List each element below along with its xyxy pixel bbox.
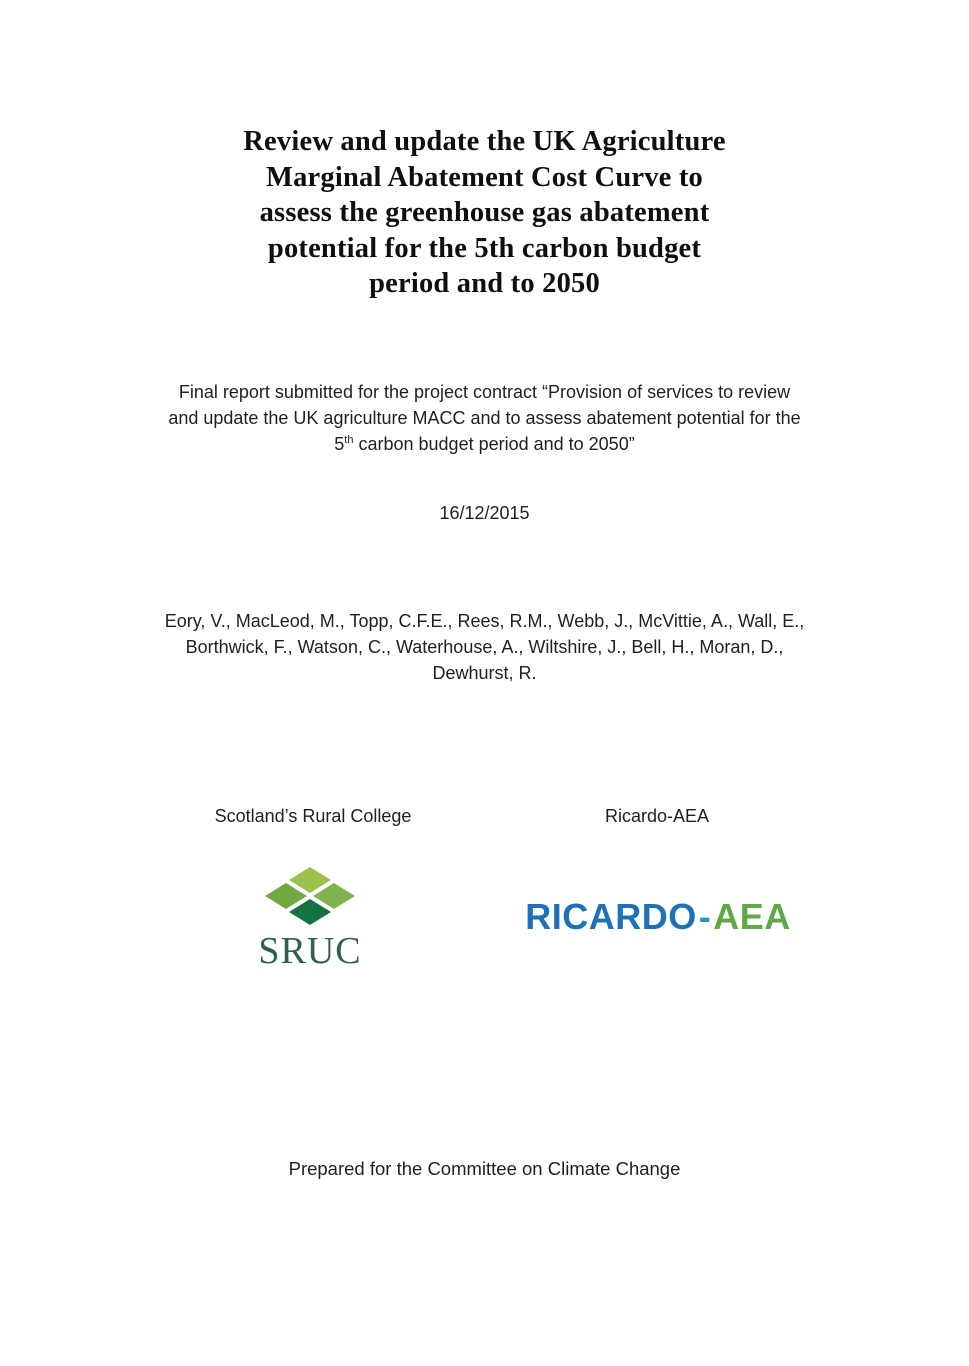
- sruc-wordmark: SRUC: [258, 930, 362, 972]
- org-name-ricardo-aea: Ricardo-AEA: [604, 806, 710, 826]
- authors-line: Dewhurst, R.: [432, 663, 537, 683]
- authors-line: Borthwick, F., Watson, C., Waterhouse, A., Wiltshire, J., Bell, H., Moran, D.,: [185, 637, 784, 657]
- org-name-sruc: Scotland’s Rural College: [214, 806, 412, 826]
- ricardo-aea-logo: [498, 897, 818, 937]
- authors-list: [0, 608, 969, 686]
- report-title-line: Review and update the UK Agriculture: [243, 126, 726, 157]
- sruc-diamonds-icon: [264, 866, 356, 928]
- report-date: 16/12/2015: [439, 503, 530, 523]
- authors-line: Eory, V., MacLeod, M., Topp, C.F.E., Rees, R.M., Webb, J., McVittie, A., Wall, E.,: [164, 611, 805, 631]
- contract-subtitle-line: Final report submitted for the project contract “Provision of services to review: [178, 382, 791, 402]
- report-title-line: Marginal Abatement Cost Curve to: [265, 161, 703, 193]
- ricardo-aea-separator: -: [698, 896, 712, 937]
- prepared-for-note: Prepared for the Committee on Climate Change: [288, 1158, 681, 1179]
- contract-subtitle-line: 5th carbon budget period and to 2050”: [334, 434, 635, 454]
- aea-wordmark: AEA: [713, 896, 791, 937]
- report-title-line: period and to 2050: [369, 268, 600, 299]
- report-title: [0, 124, 969, 302]
- report-title-line: potential for the 5th carbon budget: [267, 232, 702, 264]
- ordinal-superscript: th: [344, 434, 354, 446]
- contract-subtitle: [0, 379, 969, 457]
- report-title-line: assess the greenhouse gas abatement: [259, 197, 710, 228]
- sruc-logo: [250, 866, 370, 971]
- contract-subtitle-line: and update the UK agriculture MACC and to assess abatement potential for the: [168, 408, 801, 428]
- ricardo-wordmark: RICARDO: [525, 896, 697, 937]
